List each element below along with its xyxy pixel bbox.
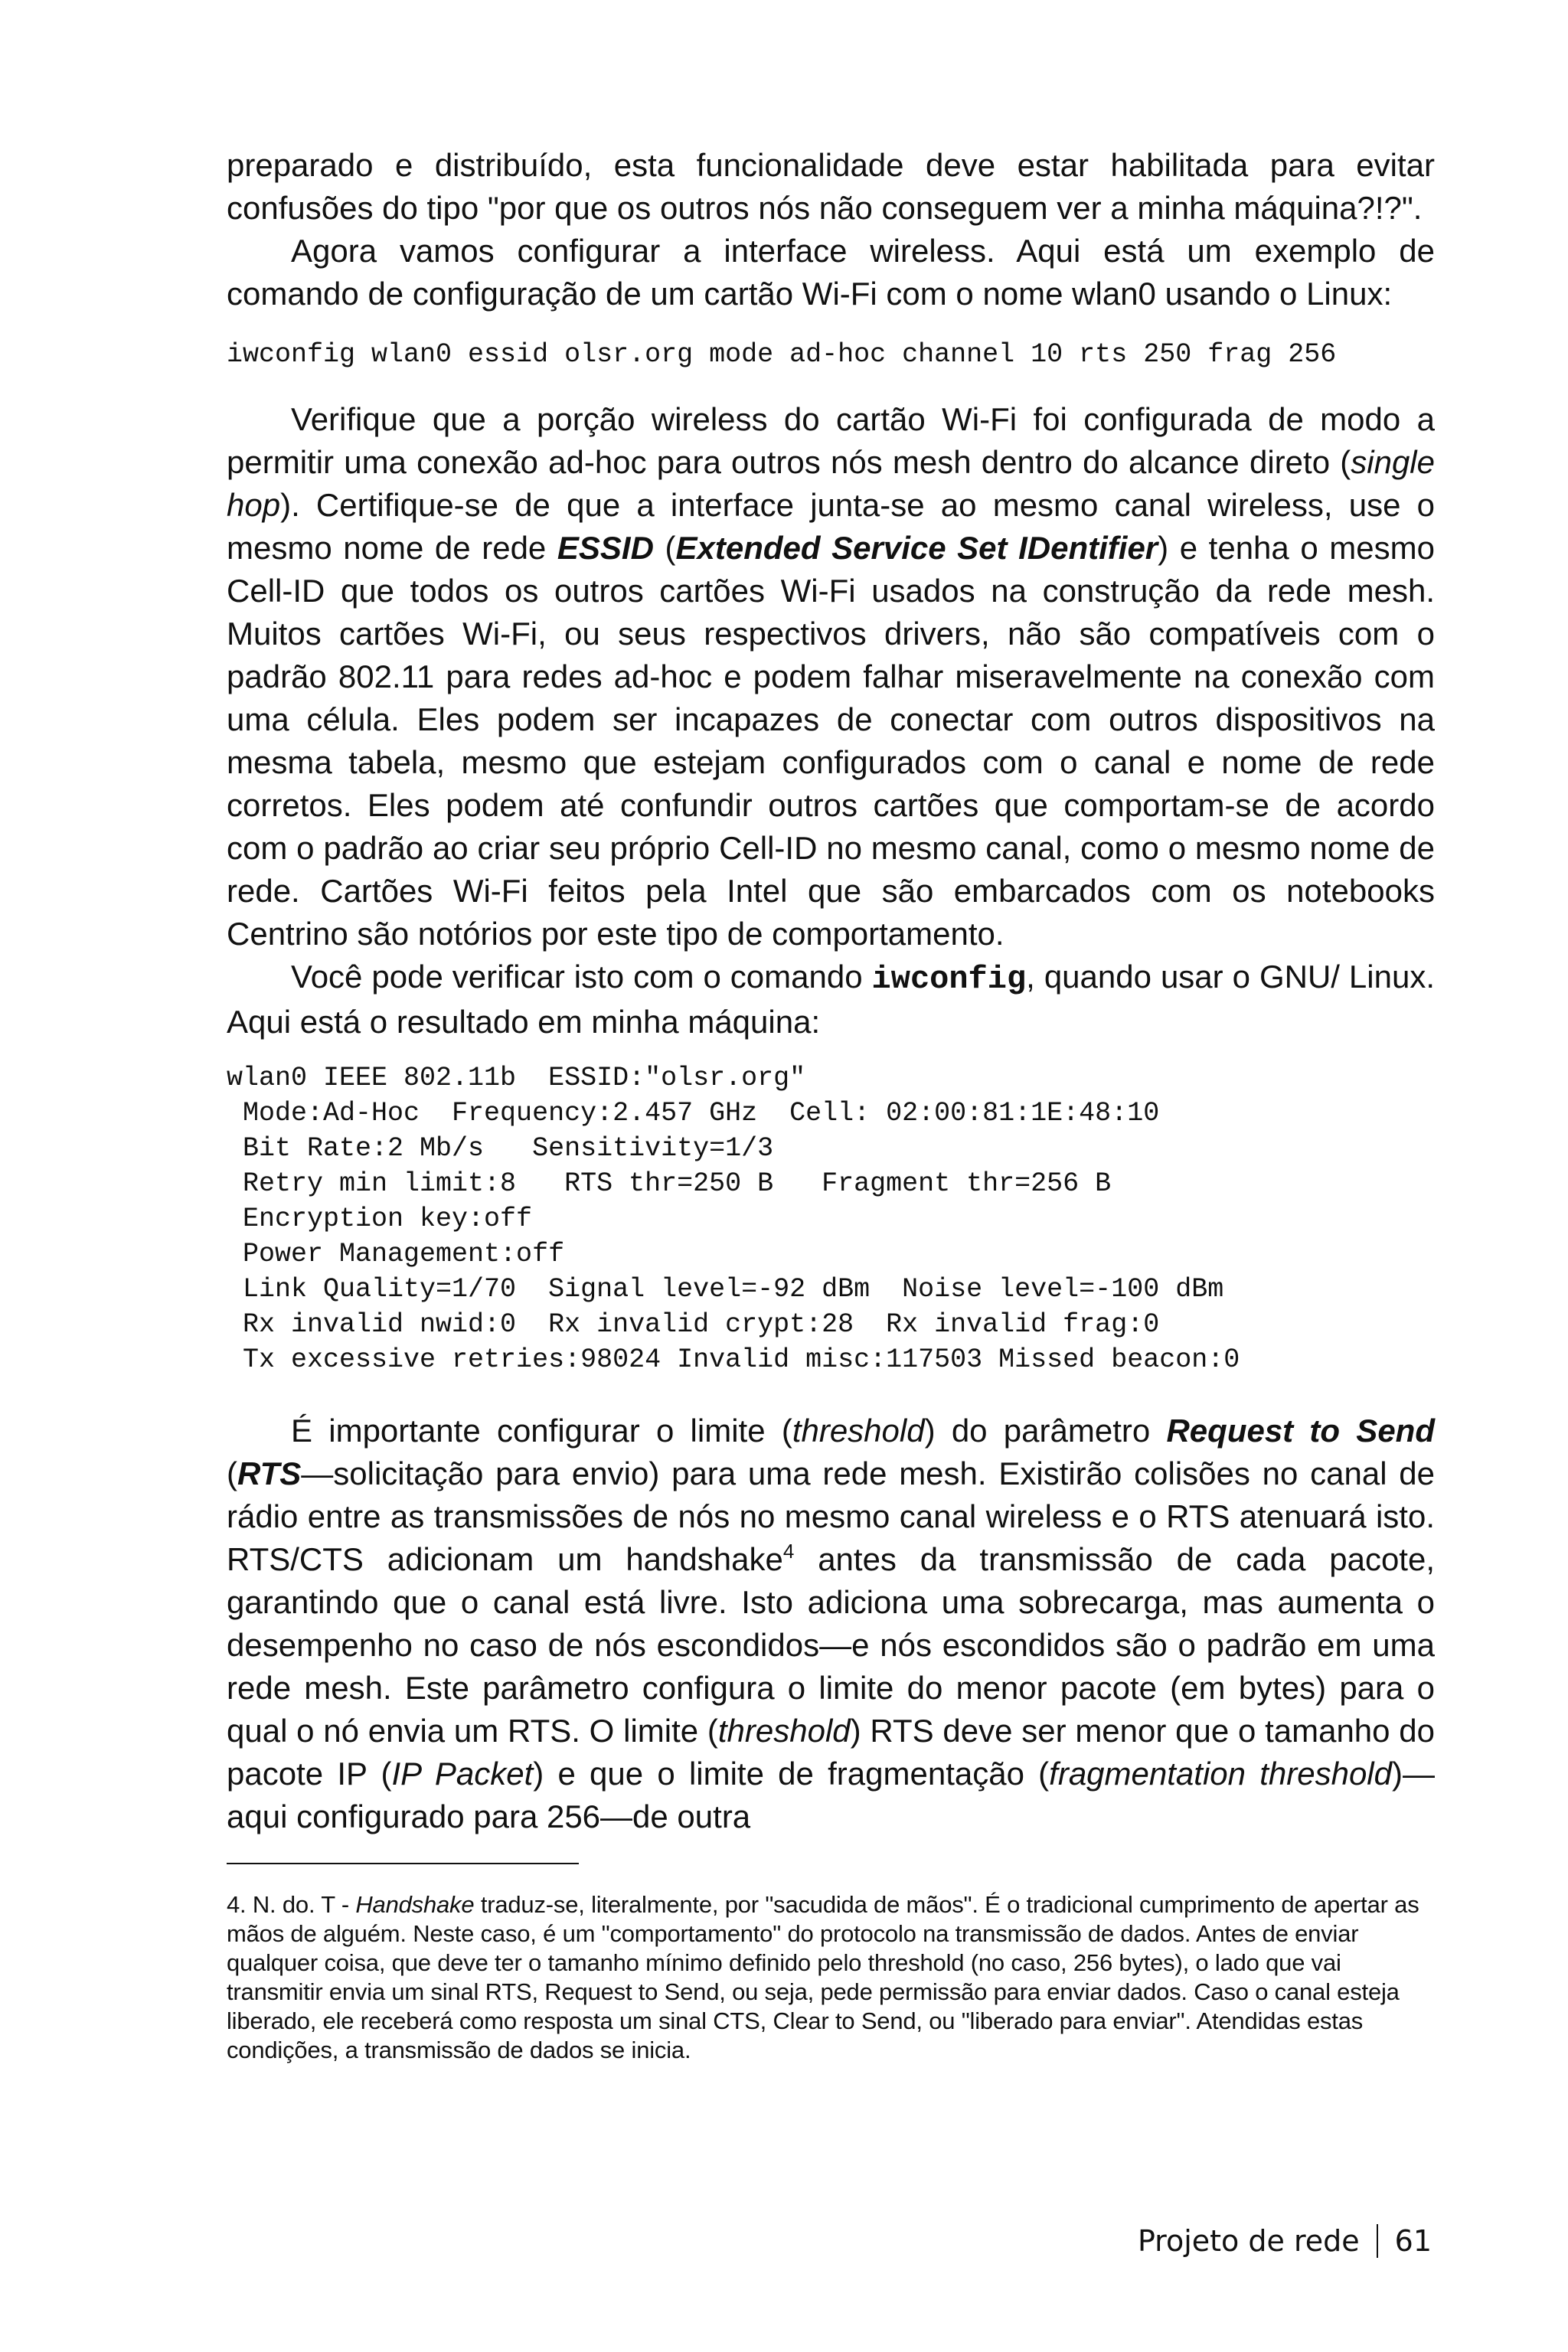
bold-italic-term: Extended Service Set IDentifier <box>675 530 1158 566</box>
bold-italic-term: Request to Send <box>1166 1413 1435 1449</box>
running-footer-section: Projeto de rede <box>1137 2224 1360 2258</box>
iwconfig-output-block <box>227 1060 1435 1377</box>
code-output-line: Tx excessive retries:98024 Invalid misc:117503 Missed beacon:0 <box>227 1344 1240 1375</box>
code-output-line: Link Quality=1/70 Signal level=-92 dBm Noise level=-100 dBm <box>227 1274 1224 1305</box>
code-output-line: Encryption key:off <box>227 1204 533 1234</box>
bold-italic-term: RTS <box>237 1455 302 1491</box>
italic-term: threshold <box>717 1713 851 1749</box>
paragraph-verify-command: Você pode verificar isto com o comando iwconfig, quando usar o GNU/ Linux. Aqui está o resultado em minha máquina: <box>227 959 1435 1040</box>
code-output-line: Power Management:off <box>227 1239 565 1269</box>
page-body <box>227 144 1435 2065</box>
code-output-line: Rx invalid nwid:0 Rx invalid crypt:28 Rx invalid frag:0 <box>227 1309 1160 1340</box>
inline-code-iwconfig: iwconfig <box>871 961 1027 998</box>
italic-term: Handshake <box>355 1891 475 1918</box>
paragraph-rts-threshold: É importante configurar o limite (threshold) do parâmetro Request to Send (RTS—solicitação para envio) para uma rede mesh. Existirão colisões no canal de rádio entre as transmissões de nós no mesmo canal wireless e o RTS atenuará isto. RTS/CTS adicionam um handshake$^4$ antes da transmissão de cada pacote, garantindo que o canal está livre. Isto adiciona uma sobrecarga, mas aumenta o desempenho no caso de nós escondidos—e nós escondidos são o padrão em uma rede mesh. Este parâmetro configura o limite do menor pacote (em bytes) para o qual o nó envia um RTS. O limite (threshold) RTS deve ser menor que o tamanho do pacote IP (IP Packet) e que o limite de fragmentação (fragmentation threshold)—aqui configurado para 256—de outra <box>227 1413 1435 1834</box>
iwconfig-command: iwconfig wlan0 essid olsr.org mode ad-hoc channel 10 rts 250 frag 256 <box>227 339 1337 370</box>
paragraph-configure-wireless: Agora vamos configurar a interface wireless. Aqui está um exemplo de comando de configuração de um cartão Wi-Fi com o nome wlan0 usando o Linux: <box>227 233 1435 312</box>
bold-italic-term: ESSID <box>557 530 654 566</box>
code-output-line: Bit Rate:2 Mb/s Sensitivity=1/3 <box>227 1133 774 1164</box>
footnote-reference: 4 <box>782 1540 795 1563</box>
paragraph-verify-adhoc: Verifique que a porção wireless do cartão Wi-Fi foi configurada de modo a permitir uma conexão ad-hoc para outros nós mesh dentro do alcance direto (single hop). Certifique-se de que a interface junta-se ao mesmo canal wireless, use o mesmo nome de rede ESSID (Extended Service Set IDentifier) e tenha o mesmo Cell-ID que todos os outros cartões Wi-Fi usados na construção da rede mesh. Muitos cartões Wi-Fi, ou seus respectivos drivers, não são compatíveis com o padrão 802.11 para redes ad-hoc e podem falhar miseravelmente na conexão com uma célula. Eles podem ser incapazes de conectar com outros dispositivos na mesma tabela, mesmo que estejam configurados com o canal e nome de rede corretos. Eles podem até confundir outros cartões que comportam-se de acordo com o padrão ao criar seu próprio Cell-ID no mesmo canal, como o mesmo nome de rede. Cartões Wi-Fi feitos pela Intel que são embarcados com os notebooks Centrino são notórios por este tipo de comportamento. <box>227 401 1435 952</box>
footer-separator <box>1377 2224 1378 2258</box>
footnote-divider <box>227 1863 579 1864</box>
italic-term: single hop <box>227 444 1435 523</box>
code-output-line: Mode:Ad-Hoc Frequency:2.457 GHz Cell: 02:00:81:1E:48:10 <box>227 1098 1160 1129</box>
italic-term: threshold <box>792 1413 925 1449</box>
code-output-line: Retry min limit:8 RTS thr=250 B Fragment thr=256 B <box>227 1168 1112 1199</box>
italic-term: IP Packet <box>391 1756 534 1792</box>
page-number: 61 <box>1394 2224 1432 2258</box>
paragraph-continuation: preparado e distribuído, esta funcionalidade deve estar habilitada para evitar confusões do tipo "por que os outros nós não conseguem ver a minha máquina?!?". <box>227 147 1435 226</box>
footnote-4: 4. N. do. T - Handshake traduz-se, literalmente, por "sacudida de mãos". É o tradicional cumprimento de apertar as mãos de alguém. Neste caso, é um "comportamento" do protocolo na transmissão de dados. Antes de enviar qualquer coisa, que deve ter o tamanho mínimo definido pelo threshold (no caso, 256 bytes), o lado que vai transmitir envia um sinal RTS, Request to Send, ou seja, pede permissão para enviar dados. Caso o canal esteja liberado, ele receberá como resposta um sinal CTS, Clear to Send, ou "liberado para enviar". Atendidas estas condições, a transmissão de dados se inicia. <box>227 1891 1419 2063</box>
italic-term: fragmentation threshold <box>1049 1756 1392 1792</box>
code-output-line: wlan0 IEEE 802.11b ESSID:"olsr.org" <box>227 1063 806 1093</box>
page-footer <box>1138 2224 1432 2258</box>
